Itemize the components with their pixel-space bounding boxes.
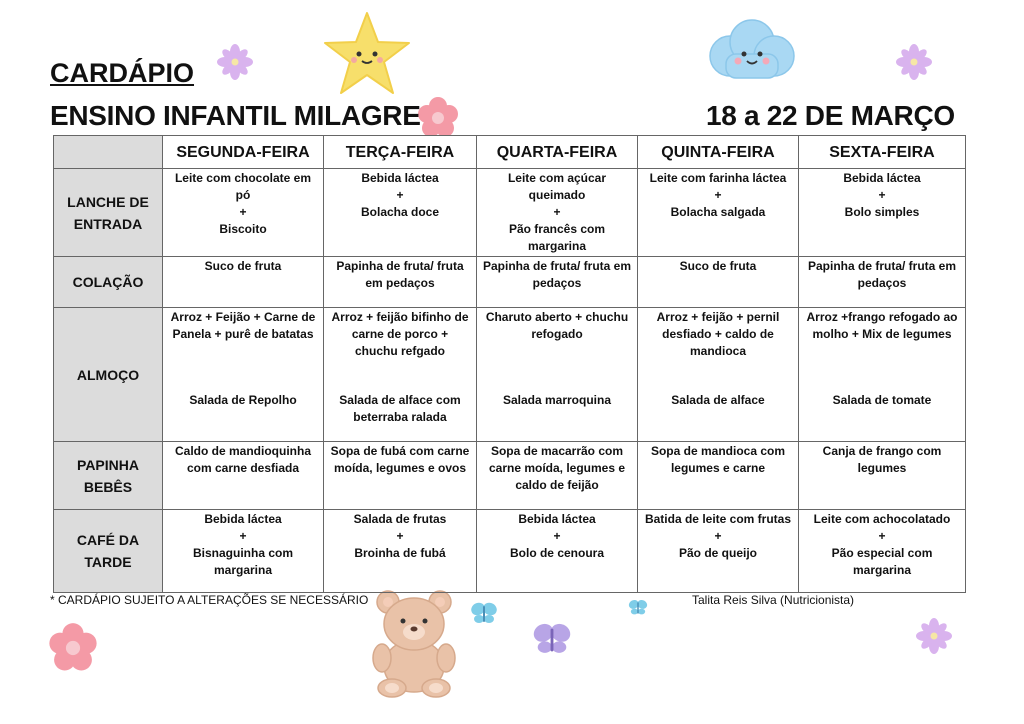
menu-item-line: margarina bbox=[852, 563, 912, 577]
flower-icon bbox=[416, 96, 460, 140]
menu-item-line: Leite com achocolatado bbox=[813, 512, 951, 526]
menu-item-line: Salada marroquina bbox=[502, 393, 612, 407]
table-header-row bbox=[54, 136, 966, 169]
menu-item-line: Pão de queijo bbox=[678, 546, 757, 560]
teddy-bear-icon bbox=[364, 588, 464, 698]
menu-item-line: queimado bbox=[528, 188, 586, 202]
menu-item-line: Arroz +frango refogado ao bbox=[806, 310, 958, 324]
menu-item-line: Arroz + feijão + pernil bbox=[656, 310, 780, 324]
menu-item-line: + bbox=[878, 529, 886, 543]
meal-name-line: BEBÊS bbox=[83, 478, 133, 495]
date-range: 18 a 22 DE MARÇO bbox=[706, 100, 955, 131]
menu-item-line: Bolo simples bbox=[844, 205, 920, 219]
menu-item-line: Bebida láctea bbox=[204, 512, 282, 526]
menu-item-line: Arroz + feijão bifinho de bbox=[331, 310, 469, 324]
menu-item-line: Bisnaguinha com bbox=[192, 546, 293, 560]
menu-item-line: carne de porco + bbox=[351, 327, 449, 341]
menu-item-line: pedaços bbox=[532, 276, 582, 290]
menu-cell bbox=[799, 510, 966, 593]
day-header: TERÇA-FEIRA bbox=[324, 136, 477, 169]
menu-item-line: Bolo de cenoura bbox=[509, 546, 604, 560]
menu-item-line: Sopa de macarrão com bbox=[490, 444, 624, 458]
menu-cell bbox=[799, 308, 966, 442]
menu-item-line: + bbox=[878, 188, 886, 202]
menu-item-line: pó bbox=[235, 188, 251, 202]
menu-item-line: Salada de frutas bbox=[353, 512, 447, 526]
menu-item-line: Papinha de fruta/ fruta em bbox=[807, 259, 957, 273]
menu-item-line: pedaços bbox=[857, 276, 907, 290]
menu-cell bbox=[799, 257, 966, 308]
menu-cell bbox=[324, 510, 477, 593]
menu-cell bbox=[324, 169, 477, 257]
menu-item-line: + bbox=[553, 205, 561, 219]
meal-name-line: CAFÉ DA bbox=[76, 532, 140, 548]
meal-name bbox=[54, 257, 163, 308]
menu-item-line: chuchu refgado bbox=[354, 344, 445, 358]
menu-cell bbox=[324, 257, 477, 308]
meal-row bbox=[54, 442, 966, 510]
menu-item-line: Pão especial com bbox=[831, 546, 933, 560]
menu-cell bbox=[163, 257, 324, 308]
menu-item-line: legumes bbox=[857, 461, 907, 475]
menu-item-line: refogado bbox=[531, 327, 583, 341]
page-title: CARDÁPIO bbox=[50, 58, 195, 88]
menu-item-line: Batida de leite com frutas bbox=[644, 512, 792, 526]
menu-item-line: moída, legumes e ovos bbox=[333, 461, 467, 475]
menu-item-line: Leite com chocolate em bbox=[174, 171, 312, 185]
menu-item-line: + bbox=[396, 188, 404, 202]
menu-item-line: molho + Mix de legumes bbox=[812, 327, 952, 341]
menu-item-line: + bbox=[714, 188, 722, 202]
menu-item-line: + bbox=[553, 529, 561, 543]
meal-row bbox=[54, 308, 966, 442]
menu-cell bbox=[799, 442, 966, 510]
menu-item-line: margarina bbox=[527, 239, 587, 253]
cloud-icon bbox=[700, 14, 800, 86]
meal-name bbox=[54, 442, 163, 510]
menu-cell bbox=[163, 308, 324, 442]
menu-item-line: + bbox=[396, 529, 404, 543]
menu-item-line: Bolacha salgada bbox=[670, 205, 766, 219]
school-name: ENSINO INFANTIL MILAGRE bbox=[50, 100, 421, 131]
menu-item-line: caldo de feijão bbox=[515, 478, 599, 492]
butterfly-icon bbox=[530, 620, 574, 660]
meal-name bbox=[54, 308, 163, 442]
footnote: * CARDÁPIO SUJEITO A ALTERAÇÕES SE NECESSÁRIO bbox=[50, 593, 369, 607]
menu-cell bbox=[638, 510, 799, 593]
menu-cell bbox=[477, 257, 638, 308]
menu-cell bbox=[477, 442, 638, 510]
menu-item-line: beterraba ralada bbox=[353, 410, 447, 424]
flower-icon bbox=[44, 622, 102, 674]
menu-item-line: Salada de alface bbox=[671, 393, 765, 407]
butterfly-icon bbox=[470, 600, 498, 628]
menu-cell bbox=[638, 442, 799, 510]
menu-item-line: margarina bbox=[213, 563, 273, 577]
meal-name-line: PAPINHA bbox=[77, 456, 139, 473]
day-header: SEXTA-FEIRA bbox=[799, 136, 966, 169]
menu-cell bbox=[163, 510, 324, 593]
menu-item-line: Bolacha doce bbox=[360, 205, 440, 219]
menu-cell bbox=[638, 169, 799, 257]
menu-item-line: Biscoito bbox=[219, 222, 267, 236]
menu-item-line: desfiado + caldo de bbox=[662, 327, 774, 341]
menu-cell bbox=[638, 257, 799, 308]
menu-item-line: Papinha de fruta/ fruta bbox=[336, 259, 464, 273]
menu-item-line: Bebida láctea bbox=[843, 171, 921, 185]
day-header: QUINTA-FEIRA bbox=[638, 136, 799, 169]
menu-cell bbox=[324, 442, 477, 510]
menu-item-line: Suco de fruta bbox=[204, 259, 282, 273]
table-corner bbox=[54, 136, 163, 169]
menu-cell bbox=[324, 308, 477, 442]
menu-table bbox=[53, 135, 966, 593]
menu-item-line: carne moída, legumes e bbox=[488, 461, 626, 475]
meal-name-line: TARDE bbox=[84, 554, 132, 570]
menu-cell bbox=[477, 510, 638, 593]
menu-item-line: Canja de frango com bbox=[822, 444, 942, 458]
menu-item-line: Bebida láctea bbox=[518, 512, 596, 526]
menu-item-line: + bbox=[239, 529, 247, 543]
menu-cell bbox=[163, 169, 324, 257]
menu-item-line: Panela + purê de batatas bbox=[172, 327, 314, 341]
menu-cell bbox=[477, 169, 638, 257]
menu-item-line: + bbox=[239, 205, 247, 219]
menu-item-line: Caldo de mandioquinha bbox=[174, 444, 311, 458]
menu-item-line: Papinha de fruta/ fruta em bbox=[482, 259, 632, 273]
day-header: SEGUNDA-FEIRA bbox=[163, 136, 324, 169]
menu-item-line: com carne desfiada bbox=[186, 461, 300, 475]
menu-cell bbox=[163, 442, 324, 510]
menu-cell bbox=[638, 308, 799, 442]
menu-item-line: Salada de tomate bbox=[832, 393, 932, 407]
menu-item-line: + bbox=[714, 529, 722, 543]
flower-icon bbox=[916, 618, 952, 654]
flower-icon bbox=[896, 44, 932, 80]
menu-item-line: mandioca bbox=[689, 344, 746, 358]
menu-item-line: Sopa de fubá com carne bbox=[330, 444, 470, 458]
menu-item-line: Pão francês com bbox=[508, 222, 606, 236]
menu-item-line: Leite com farinha láctea bbox=[649, 171, 787, 185]
meal-name bbox=[54, 510, 163, 593]
butterfly-icon bbox=[628, 598, 648, 618]
menu-item-line: legumes e carne bbox=[670, 461, 766, 475]
nutritionist-credit: Talita Reis Silva (Nutricionista) bbox=[692, 593, 855, 607]
flower-icon bbox=[217, 44, 253, 80]
meal-name-line: ALMOÇO bbox=[76, 366, 140, 383]
meal-row bbox=[54, 257, 966, 308]
menu-item-line: Salada de Repolho bbox=[189, 393, 297, 407]
star-icon bbox=[322, 10, 412, 96]
menu-item-line: Broinha de fubá bbox=[354, 546, 446, 560]
menu-item-line: Salada de alface com bbox=[339, 393, 461, 407]
menu-cell bbox=[477, 308, 638, 442]
menu-item-line: Arroz + Feijão + Carne de bbox=[170, 310, 316, 324]
meal-name bbox=[54, 169, 163, 257]
meal-name-line: ENTRADA bbox=[73, 215, 143, 232]
meal-name-line: LANCHE DE bbox=[67, 193, 149, 210]
menu-item-line: Leite com açúcar bbox=[507, 171, 607, 185]
meal-name-line: COLAÇÃO bbox=[72, 274, 144, 290]
menu-item-line: Bebida láctea bbox=[361, 171, 439, 185]
menu-cell bbox=[799, 169, 966, 257]
menu-item-line: em pedaços bbox=[365, 276, 435, 290]
menu-item-line: Charuto aberto + chuchu bbox=[485, 310, 629, 324]
meal-row bbox=[54, 510, 966, 593]
menu-item-line: Sopa de mandioca com bbox=[650, 444, 786, 458]
meal-row bbox=[54, 169, 966, 257]
menu-item-line: Suco de fruta bbox=[679, 259, 757, 273]
day-header: QUARTA-FEIRA bbox=[477, 136, 638, 169]
